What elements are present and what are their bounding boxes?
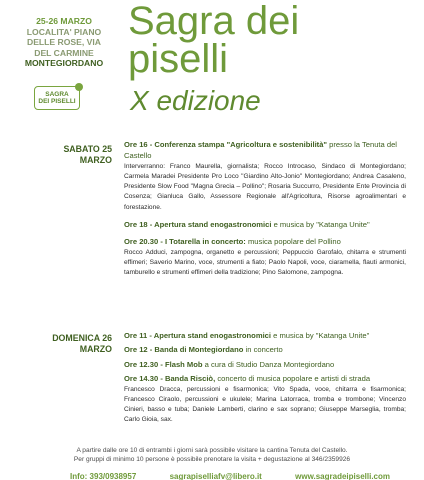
event-time: Ore 20.30 <box>124 237 159 247</box>
event-title: - I Totarella in concerto: <box>160 237 246 247</box>
event-item <box>124 236 406 247</box>
contact-website[interactable]: www.sagradeipiselli.com <box>295 472 390 480</box>
visit-info-line: A partire dalle ore 10 di entrambi i giorni sarà possibile visitare la cantina Tenuta del Castello. <box>76 447 348 454</box>
event-item <box>124 359 406 370</box>
event-title: - Apertura stand enogastronomici <box>149 331 272 340</box>
event-item <box>124 139 406 162</box>
event-item <box>124 344 406 355</box>
title-line: Sagra dei <box>128 0 300 43</box>
event-location <box>14 16 114 69</box>
edition-label: X edizione <box>130 85 261 116</box>
contacts-bar <box>70 472 390 480</box>
event-time: Ore 12 <box>124 345 148 355</box>
day-label-sunday: DOMENICA 26 MARZO <box>52 333 112 354</box>
event-item <box>124 219 406 230</box>
visit-info-line: Per gruppi di minimo 10 persone è possibile prenotare la visita + degustazione al 346/2359926 <box>73 456 351 463</box>
event-detail: a cura di Studio Danza Montegiordano <box>204 359 335 369</box>
sagra-logo <box>34 86 80 110</box>
sunday-program <box>124 330 406 425</box>
event-note: Interverranno: Franco Maurella, giornalista; Rocco Introcaso, Sindaco di Montegiordano; Carmela Maradei Presidente Pro Loco "Giardino Alto-Jonio" Montegiordano; Andrea Casaleno, Presidente Slow Food "Magna Grecia – Pollino"; Rosaria Succurro, Presidente Ente Provincia di Cosenza; Gianluca Gallo, Assessore Regionale all'Agricoltura, Risorse agroalimentari e forestazione. <box>124 162 406 211</box>
event-detail: in concerto <box>245 345 283 355</box>
event-title: - Banda di Montegiordano <box>149 345 244 355</box>
event-detail: concerto di musica popolare e artisti di strada <box>217 374 371 384</box>
saturday-program <box>124 139 406 278</box>
event-detail: musica popolare del Pollino <box>247 237 341 247</box>
event-note: Francesco Dracca, percussioni e fisarmonica; Vito Spada, voce, chitarra e fisarmonica; Francesco Ciraolo, percussioni e ukulele; Marina Latorraca, tromba e trombone; Vincenzo Cinieri, basso e tuba; Daniele Lamberti, clarino e sax soprano; Giuseppe Marseglia, tromba; Carlo Gioia, sax. <box>124 385 406 424</box>
event-detail: presso la Tenuta del Castello <box>124 140 397 161</box>
event-time: Ore 11 <box>124 331 148 340</box>
event-detail: e musica by "Katanga Unite" <box>273 219 370 229</box>
pea-icon <box>75 83 83 91</box>
location-line: DELLE ROSE, VIA <box>26 37 101 48</box>
page-title <box>128 0 300 81</box>
event-title: - Conferenza stampa "Agricoltura e sostenibilità" <box>149 140 328 149</box>
event-item <box>124 373 406 384</box>
event-time: Ore 16 <box>124 140 148 149</box>
event-title: - Flash Mob <box>160 359 203 369</box>
day-label-saturday: SABATO 25 MARZO <box>63 144 112 165</box>
logo-text: SAGRA <box>45 91 69 98</box>
event-title: - Apertura stand enogastronomici <box>149 219 272 229</box>
contact-email[interactable]: sagrapiselliafv@libero.it <box>169 472 262 480</box>
event-time: Ore 18 <box>124 219 148 229</box>
event-detail: e musica by "Katanga Unite" <box>273 331 370 340</box>
location-line: LOCALITA' PIANO <box>26 26 102 37</box>
location-town: MONTEGIORDANO <box>24 58 104 69</box>
contact-phone: Info: 393/0938957 <box>70 472 137 480</box>
event-note: Rocco Adduci, zampogna, organetto e percussioni; Peppuccio Garofalo, chitarra e strumenti effimeri; Saverio Marino, voce, strumenti a fiato; Paolo Napoli, voce, ciaramella, flauti armonici, tamburello e strumenti effimeri della tradizione; Pino Salomone, zampogna. <box>124 248 406 277</box>
event-dates: 25-26 MARZO <box>36 16 92 26</box>
visit-info <box>0 446 424 464</box>
event-title: - Banda Risciò, <box>160 374 216 384</box>
logo-text: DEI PISELLI <box>38 98 76 105</box>
event-item <box>124 330 406 341</box>
event-time: Ore 12.30 <box>124 359 159 369</box>
location-line: DEL CARMINE <box>34 47 94 58</box>
title-line: piselli <box>128 37 229 81</box>
event-time: Ore 14.30 <box>124 374 159 384</box>
